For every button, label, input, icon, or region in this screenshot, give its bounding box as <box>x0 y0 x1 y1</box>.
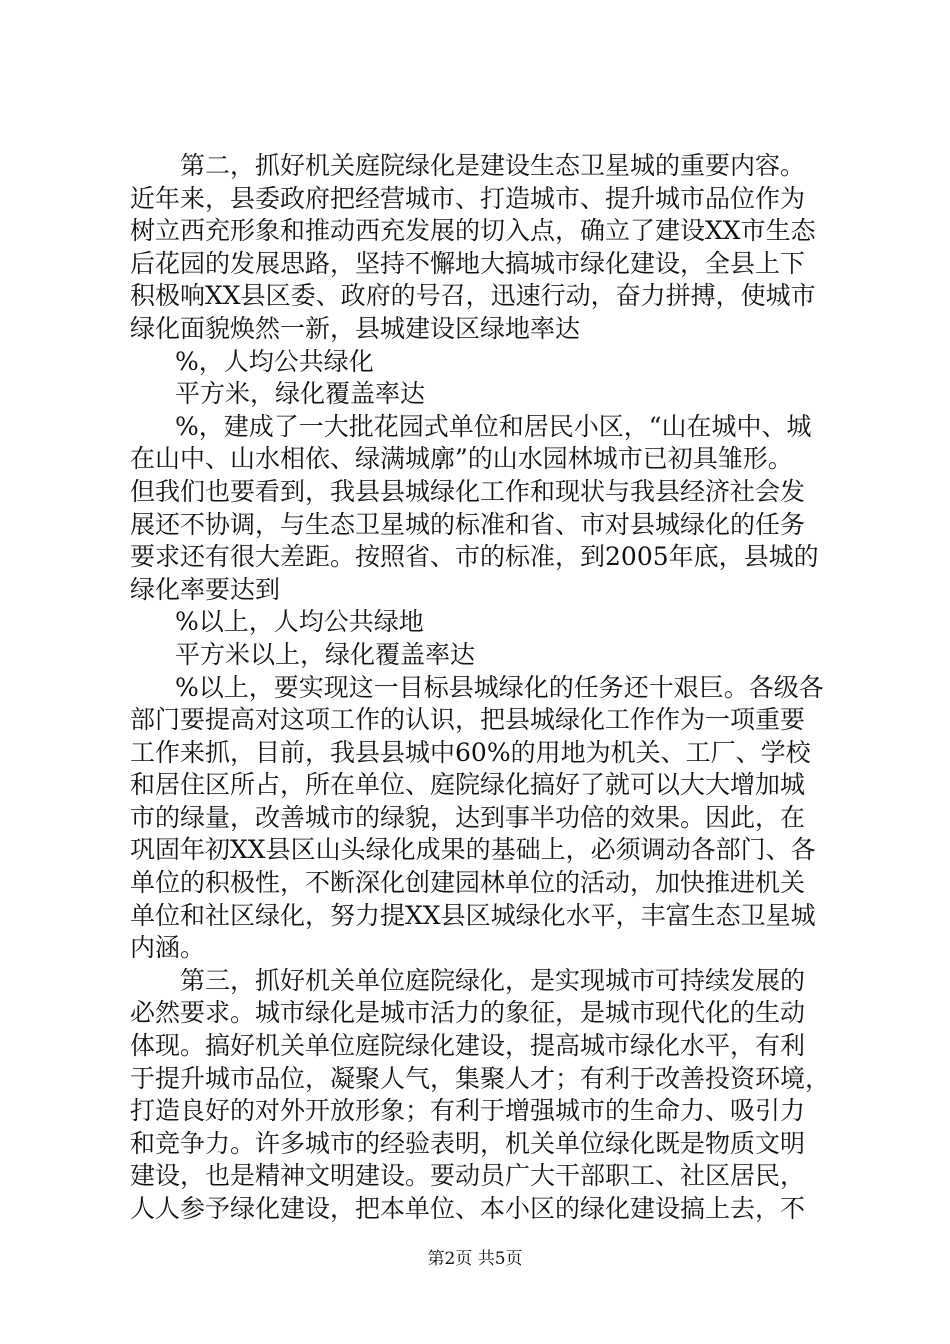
text-line: 部门要提高对这项工作的认识，把县城绿化工作作为一项重要 <box>130 705 806 735</box>
text-line: 平方米，绿化覆盖率达 <box>175 379 426 409</box>
text-line: 和竞争力。许多城市的经验表明，机关单位绿化既是物质文明 <box>130 1128 806 1158</box>
body-text <box>130 150 830 1226</box>
text-line: 绿化率要达到 <box>130 574 281 604</box>
text-line: 打造良好的对外开放形象；有利于增强城市的生命力、吸引力 <box>130 1096 806 1126</box>
text-line: 巩固年初XX县区山头绿化成果的基础上，必须调动各部门、各 <box>130 835 816 865</box>
text-line: %，人均公共绿化 <box>175 346 374 376</box>
text-line: 积极响XX县区委、政府的号召，迅速行动，奋力拼搏，使城市 <box>130 281 816 311</box>
text-line: 建设，也是精神文明建设。要动员广大干部职工、社区居民， <box>130 1161 806 1191</box>
text-line: 人人参予绿化建设，把本单位、本小区的绿化建设搞上去，不 <box>130 1194 806 1223</box>
page-footer: 第2页 共5页 <box>427 1249 523 1269</box>
text-line: 在山中、山水相依、绿满城廓”的山水园林城市已初具雏形。 <box>130 444 793 474</box>
text-line: 单位和社区绿化，努力提XX县区城绿化水平，丰富生态卫星城 <box>130 900 816 930</box>
text-line: 树立西充形象和推动西充发展的切入点，确立了建设XX市生态 <box>130 216 816 246</box>
text-line: 内涵。 <box>130 933 206 963</box>
text-line: 平方米以上，绿化覆盖率达 <box>175 639 476 669</box>
text-line: 但我们也要看到，我县县城绿化工作和现状与我县经济社会发 <box>130 476 806 506</box>
text-line: 近年来，县委政府把经营城市、打造城市、提升城市品位作为 <box>130 183 806 213</box>
text-line: 绿化面貌焕然一新，县城建设区绿地率达 <box>130 313 581 343</box>
text-line: 体现。搞好机关单位庭院绿化建设，提高城市绿化水平，有利 <box>130 1031 806 1061</box>
text-line: 单位的积极性，不断深化创建园林单位的活动，加快推进机关 <box>130 868 806 898</box>
text-line: %以上，人均公共绿地 <box>175 607 424 637</box>
text-line: 展还不协调，与生态卫星城的标准和省、市对县城绿化的任务 <box>130 509 806 539</box>
text-line: 必然要求。城市绿化是城市活力的象征，是城市现代化的生动 <box>130 998 806 1028</box>
text-line: %以上，要实现这一目标县城绿化的任务还十艰巨。各级各 <box>175 672 824 702</box>
text-line: 市的绿量，改善城市的绿貌，达到事半功倍的效果。因此，在 <box>130 802 806 832</box>
text-line: 工作来抓，目前，我县县城中60%的用地为机关、工厂、学校 <box>130 737 811 767</box>
text-line: %，建成了一大批花园式单位和居民小区，“山在城中、城 <box>175 411 812 441</box>
text-line: 和居住区所占，所在单位、庭院绿化搞好了就可以大大增加城 <box>130 770 806 800</box>
text-line: 于提升城市品位，凝聚人气，集聚人才；有利于改善投资环境， <box>130 1063 831 1093</box>
text-line: 第二，抓好机关庭院绿化是建设生态卫星城的重要内容。 <box>180 151 806 180</box>
text-line: 后花园的发展思路，坚持不懈地大搞城市绿化建设，全县上下 <box>130 248 806 278</box>
text-line: 第三，抓好机关单位庭院绿化，是实现城市可持续发展的 <box>180 965 806 995</box>
text-line: 要求还有很大差距。按照省、市的标准，到2005年底，县城的 <box>130 542 819 572</box>
